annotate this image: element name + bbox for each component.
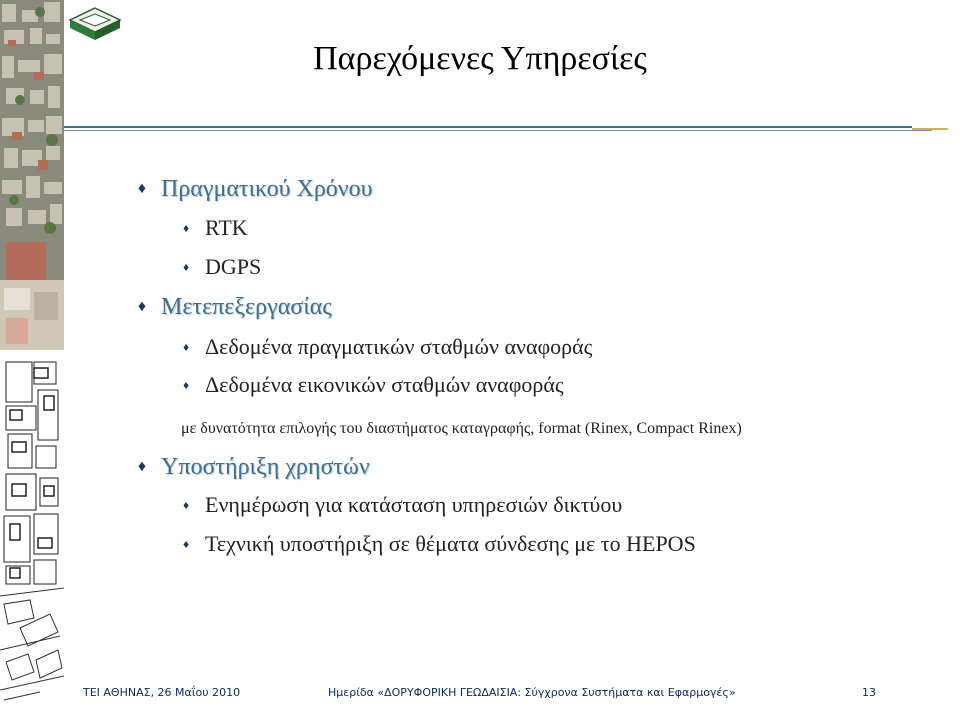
list-item-text: Τεχνική υποστήριξη σε θέματα σύνδεσης με το HEPOS [205,531,696,556]
list-item [137,176,373,203]
list-item-text: Μετεπεξεργασίας [161,294,332,320]
page-title: Παρεχόμενες Υπηρεσίες [313,40,647,77]
list-item [137,454,370,481]
hepos-logo-icon [66,6,124,42]
diamond-bullet-icon: ♦ [137,180,147,197]
list-item [181,531,696,557]
list-item-text: DGPS [205,254,262,279]
diamond-bullet-icon: ♦ [182,378,190,392]
list-item [181,215,248,241]
list-item [181,372,564,398]
list-item-text: Δεδομένα πραγματικών σταθμών αναφοράς [205,334,593,359]
footer-event-title: Ημερίδα «ΔΟΡΥΦΟΡΙΚΗ ΓΕΩΔΑΙΣΙΑ: Σύγχρονα Συστήματα και Εφαρμογές» [328,686,736,699]
list-item-text: Πραγματικού Χρόνου [161,176,373,202]
list-item-text: Δεδομένα εικονικών σταθμών αναφοράς [205,372,564,397]
diamond-bullet-icon: ♦ [182,537,190,551]
page-number: 13 [862,686,876,699]
title-divider-thin [64,130,932,131]
diamond-bullet-icon: ♦ [137,458,147,475]
map-strip-decoration [0,0,64,720]
diamond-bullet-icon: ♦ [182,340,190,354]
diamond-bullet-icon: ♦ [182,221,190,235]
list-item [181,334,592,360]
diamond-bullet-icon: ♦ [137,298,147,315]
list-item [181,492,622,518]
title-divider-accent [912,128,948,130]
list-item-note [181,420,742,438]
title-divider [64,126,912,128]
slide-footer [0,686,960,706]
list-item [137,294,332,321]
diamond-bullet-icon: ♦ [182,498,190,512]
list-item [181,254,261,280]
diamond-bullet-icon: ♦ [182,260,190,274]
list-item-text: Ενημέρωση για κατάσταση υπηρεσιών δικτύου [205,492,623,517]
list-item-text: με δυνατότητα επιλογής του διαστήματος καταγραφής, format (Rinex, Compact Rinex) [181,420,742,437]
footer-date: ΤΕΙ ΑΘΗΝΑΣ, 26 Μαΐου 2010 [83,686,241,699]
list-item-text: Υποστήριξη χρηστών [161,454,370,480]
list-item-text: RTK [205,215,248,240]
